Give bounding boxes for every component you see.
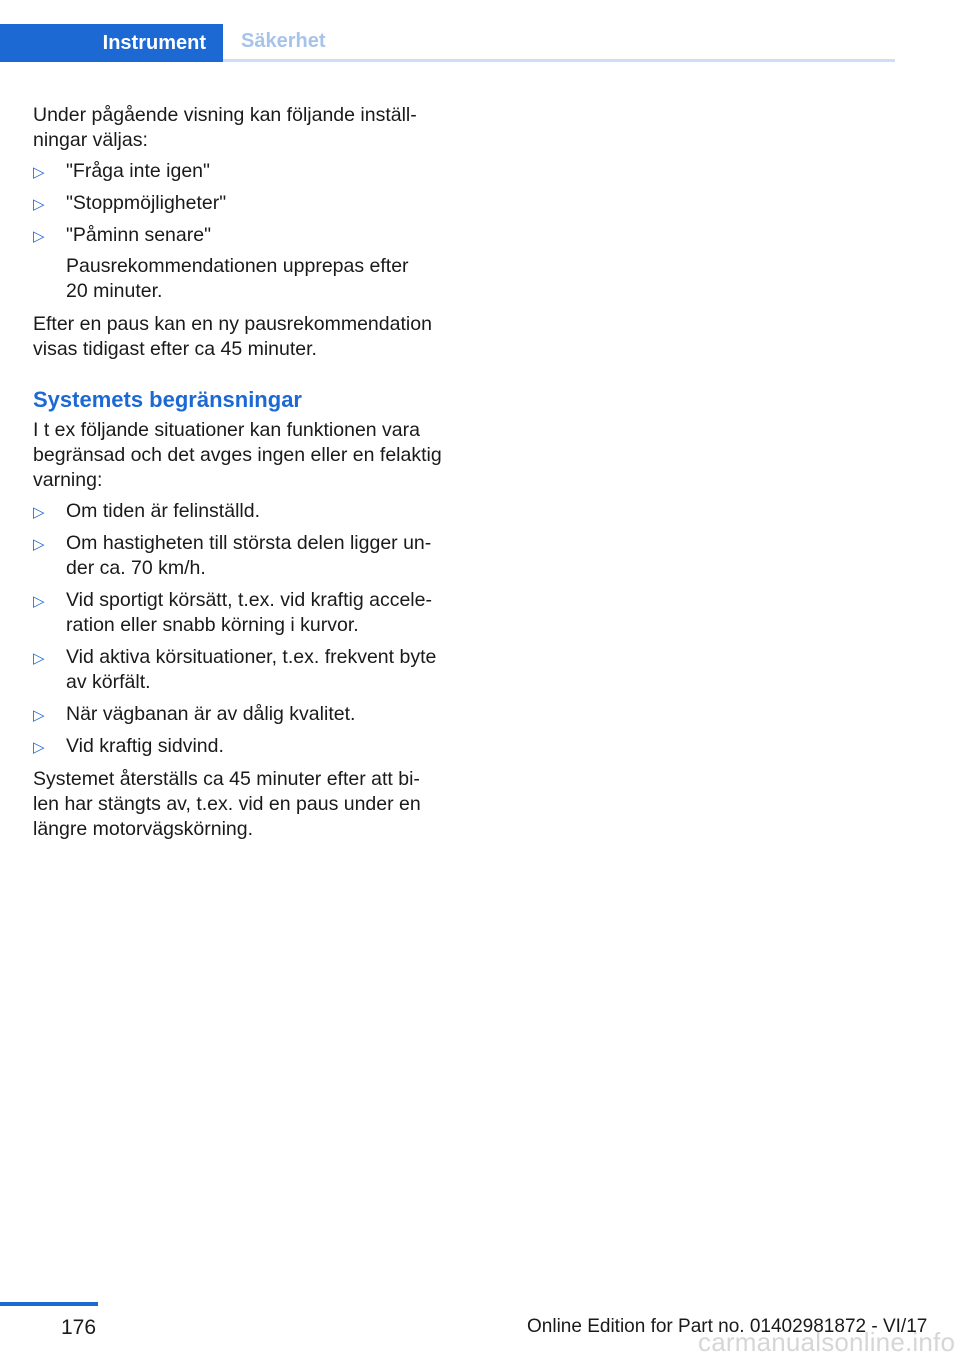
triangle-bullet-icon: ▷ [33,536,45,553]
tab-instrument[interactable] [0,24,223,62]
list-item-text: "Påminn senare" [66,224,212,246]
watermark: carmanualsonline.info [698,1327,956,1357]
triangle-bullet-icon: ▷ [33,228,45,245]
list-item-text: Vid aktiva körsituationer, t.ex. frekvent byte av körfält. [66,646,437,693]
main-content [33,103,453,842]
list-item [33,159,453,184]
triangle-bullet-icon: ▷ [33,707,45,724]
tab-sakerhet-label: Säkerhet [241,30,326,52]
triangle-bullet-icon: ▷ [33,504,45,521]
list-item [33,588,453,638]
triangle-bullet-icon: ▷ [33,593,45,610]
list-item [33,499,453,524]
list-item-text: Om hastigheten till största delen ligger un- der ca. 70 km/h. [66,532,432,579]
list-item-text: Vid kraftig sidvind. [66,735,224,757]
section-heading: Systemets begränsningar [33,387,302,412]
triangle-bullet-icon: ▷ [33,739,45,756]
list-item [33,734,453,759]
after-options-paragraph: Efter en paus kan en ny pausrekommendation visas tidigast efter ca 45 minuter. [33,313,432,360]
page-number: 176 [61,1316,97,1339]
list-item [33,223,453,304]
closing-paragraph: Systemet återställs ca 45 minuter efter att bi- len har stängts av, t.ex. vid en paus under en längre motorvägskörning. [33,768,421,840]
limits-list [33,499,453,759]
tab-instrument-label: Instrument [102,31,206,54]
page-header [0,0,960,62]
list-item-text: Vid sportigt körsätt, t.ex. vid kraftig accele- ration eller snabb körning i kurvor. [66,589,432,636]
list-item-text: "Fråga inte igen" [66,160,210,182]
edition-note: Online Edition for Part no. 01402981872 - VI/17 [527,1316,928,1337]
list-item-text: Om tiden är felinställd. [66,500,261,522]
footer-rule [0,1302,98,1306]
triangle-bullet-icon: ▷ [33,164,45,181]
intro-paragraph: Under pågående visning kan följande inställ- ningar väljas: [33,104,417,151]
list-item [33,702,453,727]
list-item [33,191,453,216]
list-item-text: När vägbanan är av dålig kvalitet. [66,703,356,725]
triangle-bullet-icon: ▷ [33,650,45,667]
tab-sakerhet[interactable] [223,24,895,62]
options-list [33,159,453,304]
limits-intro-paragraph: I t ex följande situationer kan funktionen vara begränsad och det avges ingen eller en felaktig varning: [33,419,442,491]
list-item [33,531,453,581]
list-item-text: "Stoppmöjligheter" [66,192,227,214]
option-note: Pausrekommendationen upprepas efter 20 minuter. [66,255,409,302]
triangle-bullet-icon: ▷ [33,196,45,213]
list-item [33,645,453,695]
